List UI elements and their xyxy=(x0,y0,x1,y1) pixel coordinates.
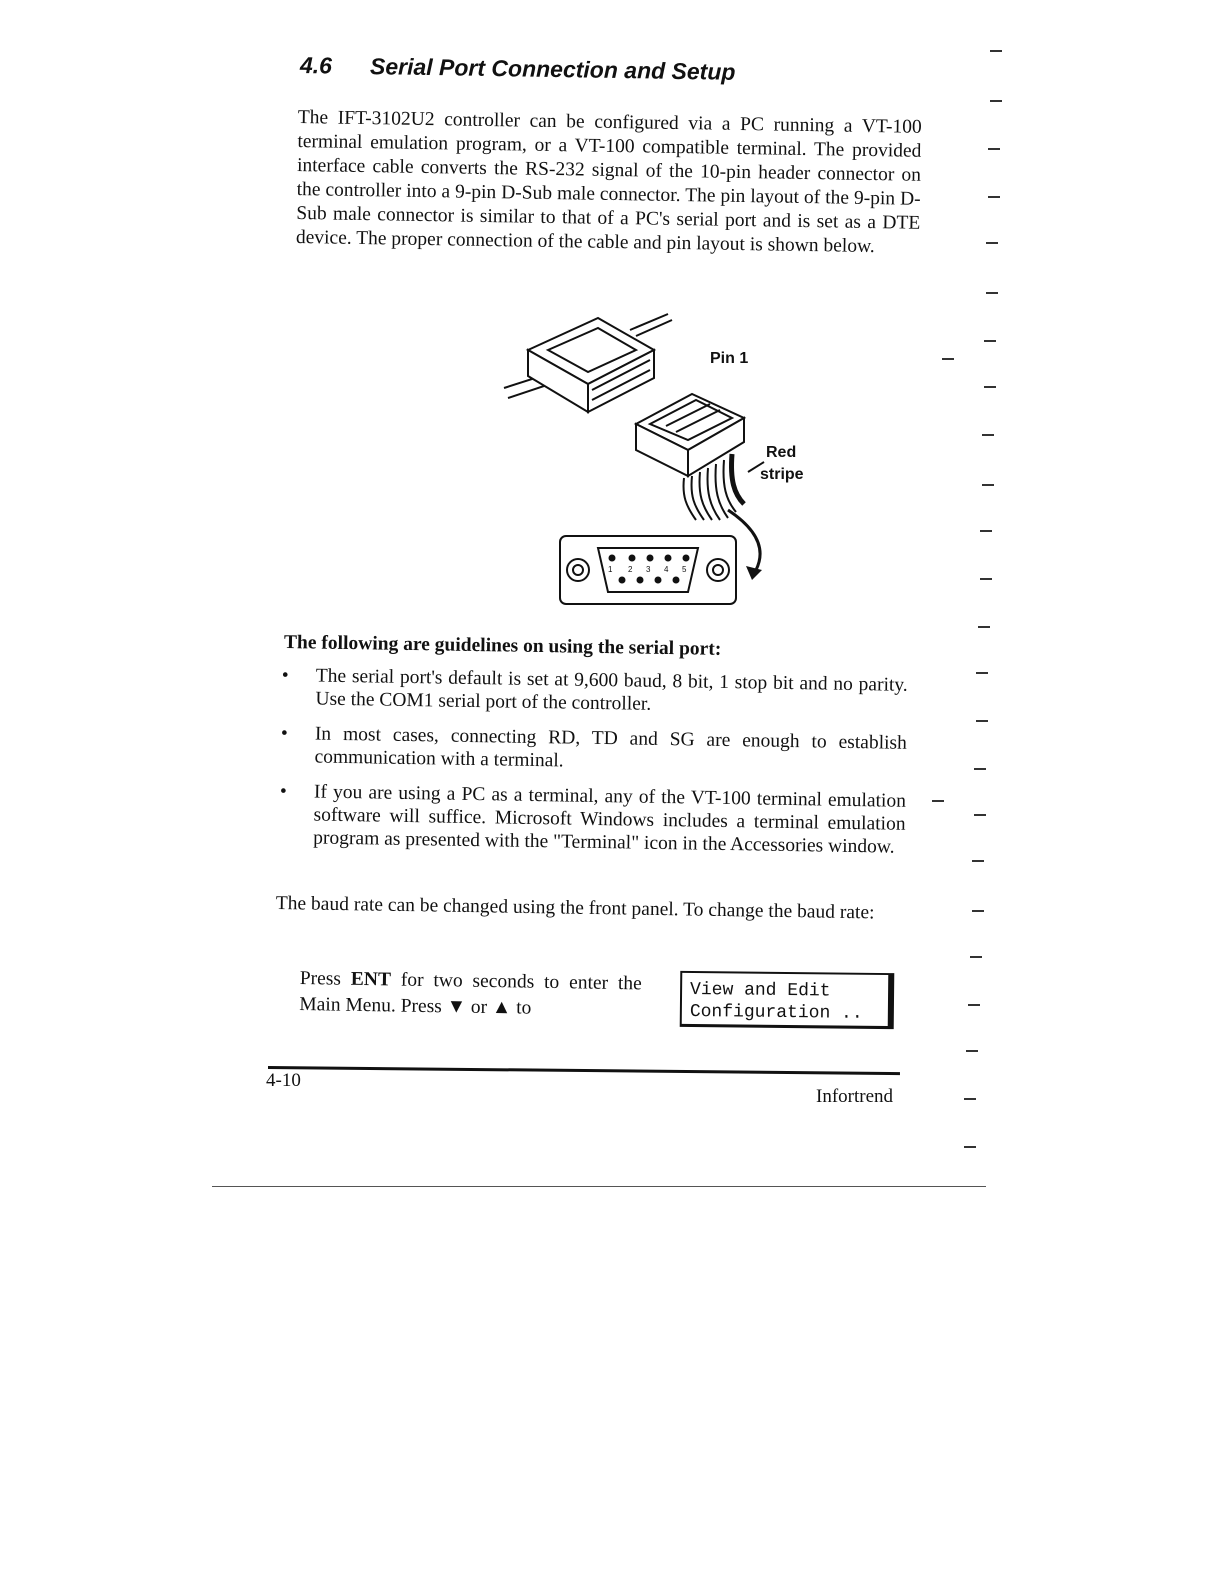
bullet: • xyxy=(279,780,287,803)
scan-edge-mark xyxy=(976,672,988,674)
scan-edge-mark xyxy=(982,484,994,486)
scan-edge-mark xyxy=(970,956,982,958)
list-item xyxy=(279,780,906,859)
cable-connector-figure xyxy=(500,300,820,620)
scan-edge-mark xyxy=(990,50,1002,52)
list-item-text: The serial port's default is set at 9,600 baud, 8 bit, 1 stop bit and no parity. Use the COM1 serial port of the controller. xyxy=(315,665,908,715)
list-item-text: If you are using a PC as a terminal, any of the VT-100 terminal emulation software will suffice. Microsoft Windows includes a terminal emulation program as presented with the "Terminal" icon in the Accessories window. xyxy=(313,781,907,858)
lcd-line-1: View and Edit xyxy=(689,979,831,1002)
lcd-display xyxy=(680,971,895,1029)
scan-edge-mark xyxy=(984,386,996,388)
guidelines-list xyxy=(279,664,908,871)
pin-number-label: 2 xyxy=(628,565,633,574)
down-arrow-icon: ▼ xyxy=(446,996,467,1018)
scan-edge-mark xyxy=(974,768,986,770)
up-arrow-icon: ▲ xyxy=(491,997,512,1019)
intro-paragraph: The IFT-3102U2 controller can be configured via a PC running a VT-100 terminal emulation program, or a VT-100 compatible terminal. The provided interface cable converts the RS-232 signal of the 10-pin header connector on the controller into a 9-pin D-Sub male connector. The pin layout of the 9-pin D-Sub male connector is similar to that of a PC's serial port and is set as a DTE device. The proper connection of the cable and pin layout is shown below. xyxy=(295,106,922,258)
instruction-text xyxy=(299,966,642,1023)
bullet: • xyxy=(280,722,288,745)
scan-edge-mark xyxy=(986,292,998,294)
pin-number-label: 4 xyxy=(664,565,669,574)
scan-edge-mark xyxy=(980,530,992,532)
scan-edge-mark xyxy=(932,800,944,802)
list-item xyxy=(280,722,907,778)
lcd-line-2: Configuration .. xyxy=(689,1001,863,1024)
instruction-or: or xyxy=(465,996,493,1019)
guidelines-heading: The following are guidelines on using the serial port: xyxy=(283,632,722,660)
footer-brand: Infortrend xyxy=(816,1086,894,1107)
section-title: Serial Port Connection and Setup xyxy=(369,53,736,85)
section-heading xyxy=(300,52,736,86)
scan-edge-mark xyxy=(988,196,1000,198)
list-item-text: In most cases, connecting RD, TD and SG are enough to establish communication with a terminal. xyxy=(314,723,907,772)
scan-edge-mark xyxy=(964,1146,976,1148)
section-number: 4.6 xyxy=(299,52,333,79)
scan-edge-mark xyxy=(972,910,984,912)
baud-rate-paragraph: The baud rate can be changed using the front panel. To change the baud rate: xyxy=(275,892,875,924)
scan-edge-line xyxy=(212,1186,986,1187)
pin-number-label: 3 xyxy=(646,565,651,574)
scan-edge-mark xyxy=(968,1004,980,1006)
instruction-text-before: Press xyxy=(299,967,352,990)
ent-key-label: ENT xyxy=(350,968,392,991)
scan-edge-mark xyxy=(942,358,954,360)
scan-edge-mark xyxy=(990,100,1002,102)
scan-edge-mark xyxy=(988,148,1000,150)
scan-edge-mark xyxy=(986,242,998,244)
scan-edge-mark xyxy=(984,340,996,342)
page-number: 4-10 xyxy=(266,1070,301,1091)
red-stripe-label-line2: stripe xyxy=(760,466,804,483)
pin-number-label: 5 xyxy=(682,565,687,574)
scan-edge-mark xyxy=(974,814,986,816)
instruction-text-middle: for two seconds to enter the Main Menu. Press xyxy=(299,969,642,1018)
footer-rule xyxy=(268,1066,900,1075)
pin-number-label: 1 xyxy=(608,565,613,574)
scan-edge-mark xyxy=(972,860,984,862)
scan-edge-mark xyxy=(978,626,990,628)
scan-edge-mark xyxy=(964,1098,976,1100)
list-item xyxy=(281,664,908,720)
scan-edge-mark xyxy=(966,1050,978,1052)
red-stripe-label-line1: Red xyxy=(766,444,797,461)
scan-edge-mark xyxy=(982,434,994,436)
scan-edge-mark xyxy=(976,720,988,722)
pin1-label: Pin 1 xyxy=(710,350,749,367)
instruction-text-after: to xyxy=(511,997,532,1019)
scan-edge-mark xyxy=(980,578,992,580)
bullet: • xyxy=(281,664,289,687)
